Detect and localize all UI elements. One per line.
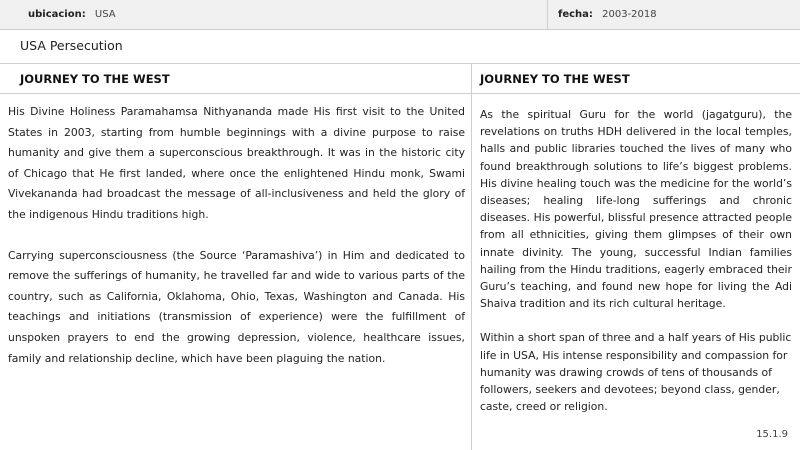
page-number: 15.1.9 xyxy=(756,429,788,440)
metadata-divider xyxy=(547,0,548,29)
location-label: ubicacion: xyxy=(28,9,86,20)
date-value: 2003-2018 xyxy=(602,9,657,20)
column-divider xyxy=(471,64,472,450)
right-paragraph-2: Within a short span of three and a half years of His public life in USA, His intense responsibility and compassion for humanity was drawing crowds of tens of thousands of followers, seekers and devotees; beyond class, gender, caste, creed or religion. xyxy=(480,331,792,414)
page-subtitle: USA Persecution xyxy=(0,30,800,64)
left-paragraph-1: His Divine Holiness Paramahamsa Nithyananda made His first visit to the United States in 2003, starting from humble beginnings with a divine purpose to raise humanity and give them a superconscious breakthrough. It was in the historic city of Chicago that He first landed, where once the enlightened Hindu monk, Swami Vivekananda had broadcast the message of all-inclusiveness and held the glory of the indigenous Hindu traditions high. xyxy=(8,105,465,221)
right-paragraph-1: As the spiritual Guru for the world (jagatguru), the revelations on truths HDH delivered in the local temples, halls and public libraries touched the lives of many who found breakthrough solutions to life’s biggest problems. His divine healing touch was the medicine for the world’s diseases; healing life-long sufferings and chronic diseases. His powerful, blissful presence attracted people from all ethnicities, giving them glimpses of their own innate divinity. The young, successful Indian families hailing from the Hindu traditions, eagerly embraced their Guru’s teaching, and found new hope for living the Adi Shaiva tradition and its rich cultural heritage. xyxy=(480,108,792,311)
right-column-body xyxy=(480,106,792,415)
left-paragraph-2: Carrying superconsciousness (the Source ‘Paramashiva’) in Him and dedicated to remove the sufferings of humanity, he travelled far and wide to various parts of the country, such as California, Oklahoma, Ohio, Texas, Washington and Canada. His teachings and initiations (transmission of experience) were the fulfillment of unspoken prayers to end the growing depression, violence, healthcare issues, family and relationship decline, which have been plaguing the nation. xyxy=(8,248,465,365)
left-column-header: JOURNEY TO THE WEST xyxy=(0,64,472,94)
metadata-bar xyxy=(0,0,800,30)
right-column-header: JOURNEY TO THE WEST xyxy=(472,64,800,94)
left-column-body xyxy=(8,102,465,369)
location-field xyxy=(28,0,116,29)
location-value: USA xyxy=(94,9,116,20)
date-field xyxy=(558,0,657,29)
date-label: fecha: xyxy=(558,9,593,20)
